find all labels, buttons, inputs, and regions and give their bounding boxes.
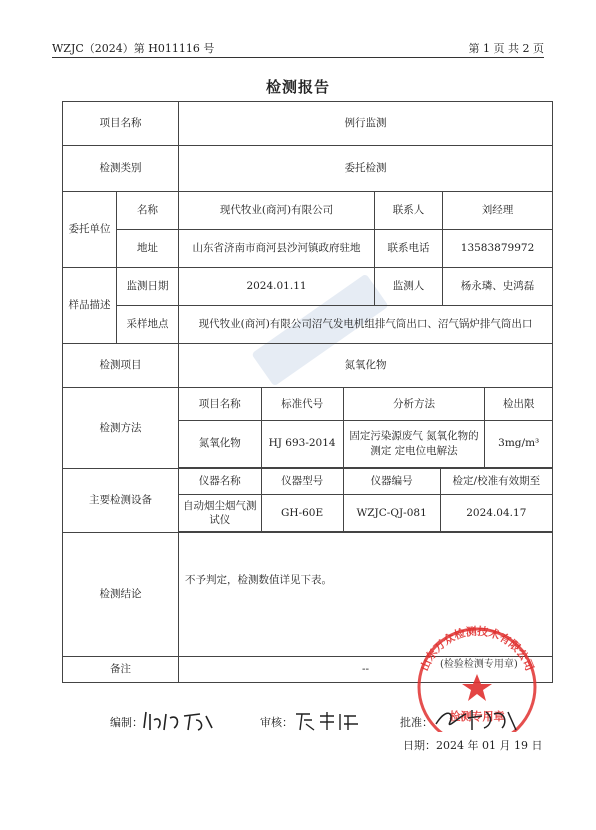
report-number: WZJC（2024）第 H011116 号: [52, 42, 215, 55]
method-header-standard: 标准代号: [261, 388, 343, 420]
monitor-date-value: 2024.01.11: [179, 268, 375, 306]
conclusion-label: 检测结论: [63, 533, 179, 657]
phone-label: 联系电话: [375, 230, 443, 268]
category-label: 检测类别: [63, 146, 179, 192]
equipment-label: 主要检测设备: [63, 468, 179, 533]
method-cell: [179, 388, 553, 469]
item-label: 检测项目: [63, 344, 179, 388]
approver-label: 批准：: [400, 716, 433, 729]
method-description: 固定污染源废气 氮氧化物的测定 定电位电解法: [343, 420, 485, 467]
row-project-name: [63, 102, 553, 146]
remark-label: 备注: [63, 657, 179, 683]
client-label: 委托单位: [63, 192, 117, 268]
method-label: 检测方法: [63, 388, 179, 469]
row-monitor: [63, 268, 553, 306]
signature-row: [110, 710, 556, 734]
stamp-star: [462, 674, 492, 701]
stamp-note: (检验检测专用章): [440, 659, 518, 670]
item-value: 氮氧化物: [179, 344, 553, 388]
page-header: [52, 38, 544, 56]
reviewer-signature: [292, 708, 362, 734]
sampling-site-value: 现代牧业(商河)有限公司沼气发电机组排气筒出口、沼气锅炉排气筒出口: [179, 306, 553, 344]
address-label: 地址: [117, 230, 179, 268]
page-info: 第 1 页 共 2 页: [468, 42, 544, 55]
equipment-name: 自动烟尘烟气测试仪: [179, 495, 261, 532]
row-method: [63, 388, 553, 469]
sampling-site-label: 采样地点: [117, 306, 179, 344]
editor-signature: [140, 706, 220, 734]
equipment-model: GH-60E: [261, 495, 343, 532]
equipment-valid: 2024.04.17: [440, 495, 552, 532]
contact-label: 联系人: [375, 192, 443, 230]
remark-value: --: [179, 657, 553, 683]
report-title: 检测报告: [265, 78, 330, 96]
conclusion-text: 不予判定，检测数值详见下表。: [185, 574, 332, 586]
date-line: [403, 737, 542, 753]
date-label: 日期：: [403, 739, 436, 752]
row-item: [63, 344, 553, 388]
category-value: 委托检测: [179, 146, 553, 192]
row-sampling-site: [63, 306, 553, 344]
contact-value: 刘经理: [443, 192, 553, 230]
stamp-center-text: 检测专用章: [449, 710, 505, 723]
editor-label: 编制：: [110, 716, 143, 729]
monitor-date-label: 监测日期: [117, 268, 179, 306]
client-name-value: 现代牧业(商河)有限公司: [179, 192, 375, 230]
row-category: [63, 146, 553, 192]
row-client-name: [63, 192, 553, 230]
equipment-cell: [179, 468, 553, 533]
stamp-ring-text: 山东万众检测技术有限公司: [417, 624, 537, 673]
sample-label: 样品描述: [63, 268, 117, 344]
equipment-header-valid: 检定/校准有效期至: [440, 469, 552, 495]
client-name-label: 名称: [117, 192, 179, 230]
monitor-person-value: 杨永璘、史鸿磊: [443, 268, 553, 306]
monitor-person-label: 监测人: [375, 268, 443, 306]
row-equipment: [63, 468, 553, 533]
equipment-header-number: 仪器编号: [343, 469, 440, 495]
project-name-value: 例行监测: [179, 102, 553, 146]
row-client-address: [63, 230, 553, 268]
reviewer-label: 审核：: [260, 716, 293, 729]
method-standard: HJ 693-2014: [261, 420, 343, 467]
equipment-header-model: 仪器型号: [261, 469, 343, 495]
equipment-header-name: 仪器名称: [179, 469, 261, 495]
report-table: [62, 101, 553, 683]
project-name-label: 项目名称: [63, 102, 179, 146]
equipment-table: [179, 469, 552, 533]
method-header-limit: 检出限: [485, 388, 552, 420]
phone-value: 13583879972: [443, 230, 553, 268]
method-header-method: 分析方法: [343, 388, 485, 420]
method-item: 氮氧化物: [179, 420, 261, 467]
header-rule: [52, 57, 544, 58]
method-limit: 3mg/m³: [485, 420, 552, 467]
address-value: 山东省济南市商河县沙河镇政府驻地: [179, 230, 375, 268]
method-table: [179, 388, 552, 468]
equipment-number: WZJC-QJ-081: [343, 495, 440, 532]
approver-signature: [432, 704, 522, 734]
date-value: 2024 年 01 月 19 日: [436, 739, 543, 752]
method-header-item: 项目名称: [179, 388, 261, 420]
